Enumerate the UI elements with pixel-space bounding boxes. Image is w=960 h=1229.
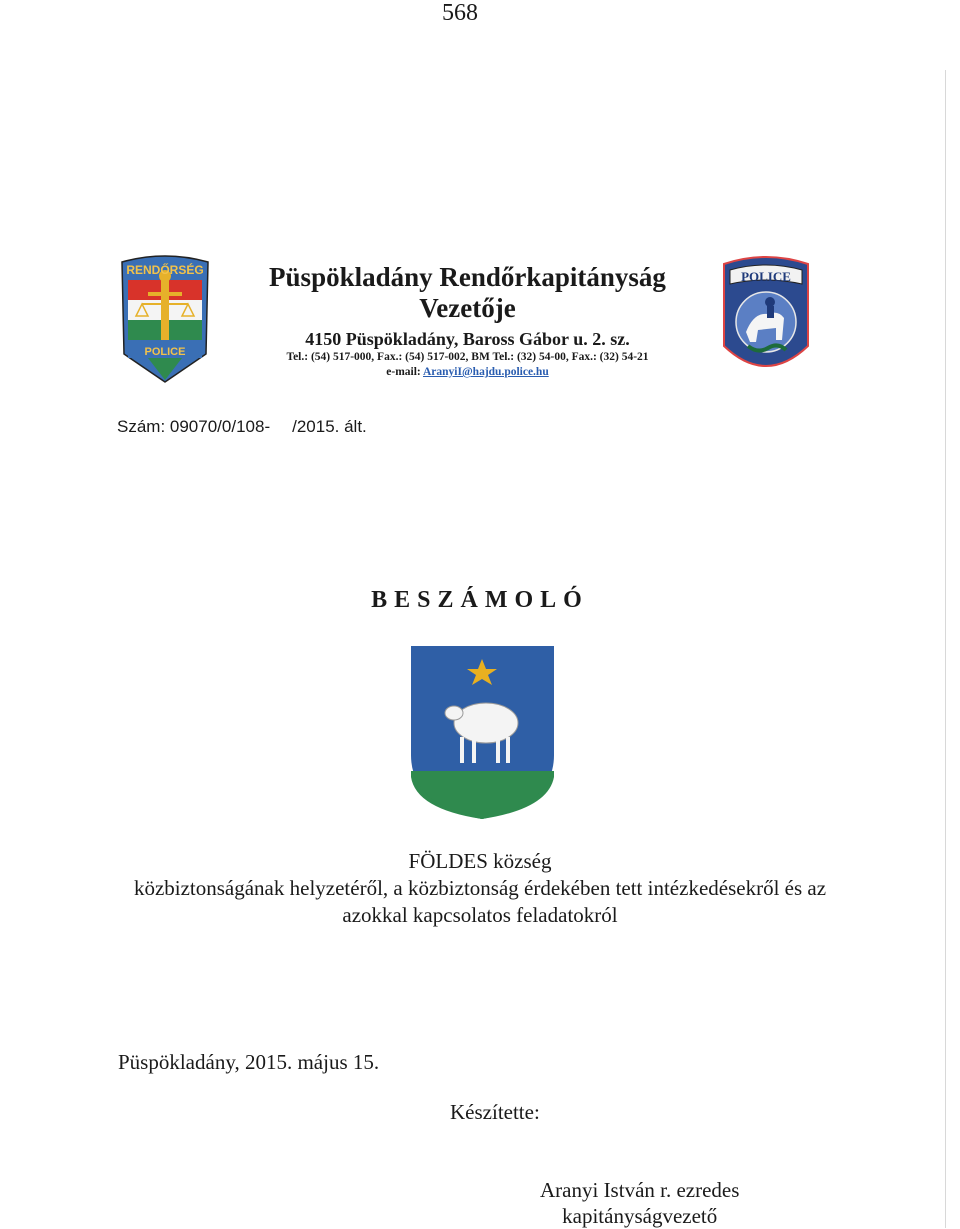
badge-text-top: RENDŐRSÉG [126,263,204,277]
signature-block [540,1177,739,1229]
page-edge-line [945,70,946,1228]
police-patch-logo [718,254,814,378]
document-number-prefix: Szám: 09070/0/108- [117,417,271,436]
signer-name: Aranyi István r. ezredes [540,1178,740,1202]
letterhead [215,262,720,380]
place-date: Püspökladány, 2015. május 15. [118,1050,380,1074]
email-label: e-mail: [386,366,421,378]
police-badge-logo [118,254,212,384]
patch-text: POLICE [741,269,791,284]
page-number: 568 [442,0,478,26]
subject-line-1: FÖLDES község [408,849,552,873]
subject-line-2: közbiztonságának helyzetéről, a közbiztonság érdekében tett intézkedésekről és az [133,876,827,900]
report-subject [0,848,960,929]
subject-line-3: azokkal kapcsolatos feladatokról [342,903,618,927]
coat-of-arms [410,645,555,820]
contact-line: Tel.: (54) 517-000, Fax.: (54) 517-002, BM Tel.: (32) 54-00, Fax.: (32) 54-21 [286,351,649,363]
signer-title: kapitányságvezető [562,1204,718,1228]
report-title: BESZÁMOLÓ [371,587,589,613]
address: 4150 Püspökladány, Baross Gábor u. 2. sz. [305,329,630,349]
badge-text-bottom: POLICE [144,346,186,358]
email-row [215,365,720,380]
document-number [117,417,367,437]
document-number-suffix: /2015. ált. [292,417,367,436]
email-link[interactable]: AranyiI@hajdu.police.hu [423,366,549,378]
prepared-by-label: Készítette: [450,1100,540,1124]
org-role: Vezetője [419,293,516,323]
org-name: Püspökladány Rendőrkapitányság [269,262,666,292]
